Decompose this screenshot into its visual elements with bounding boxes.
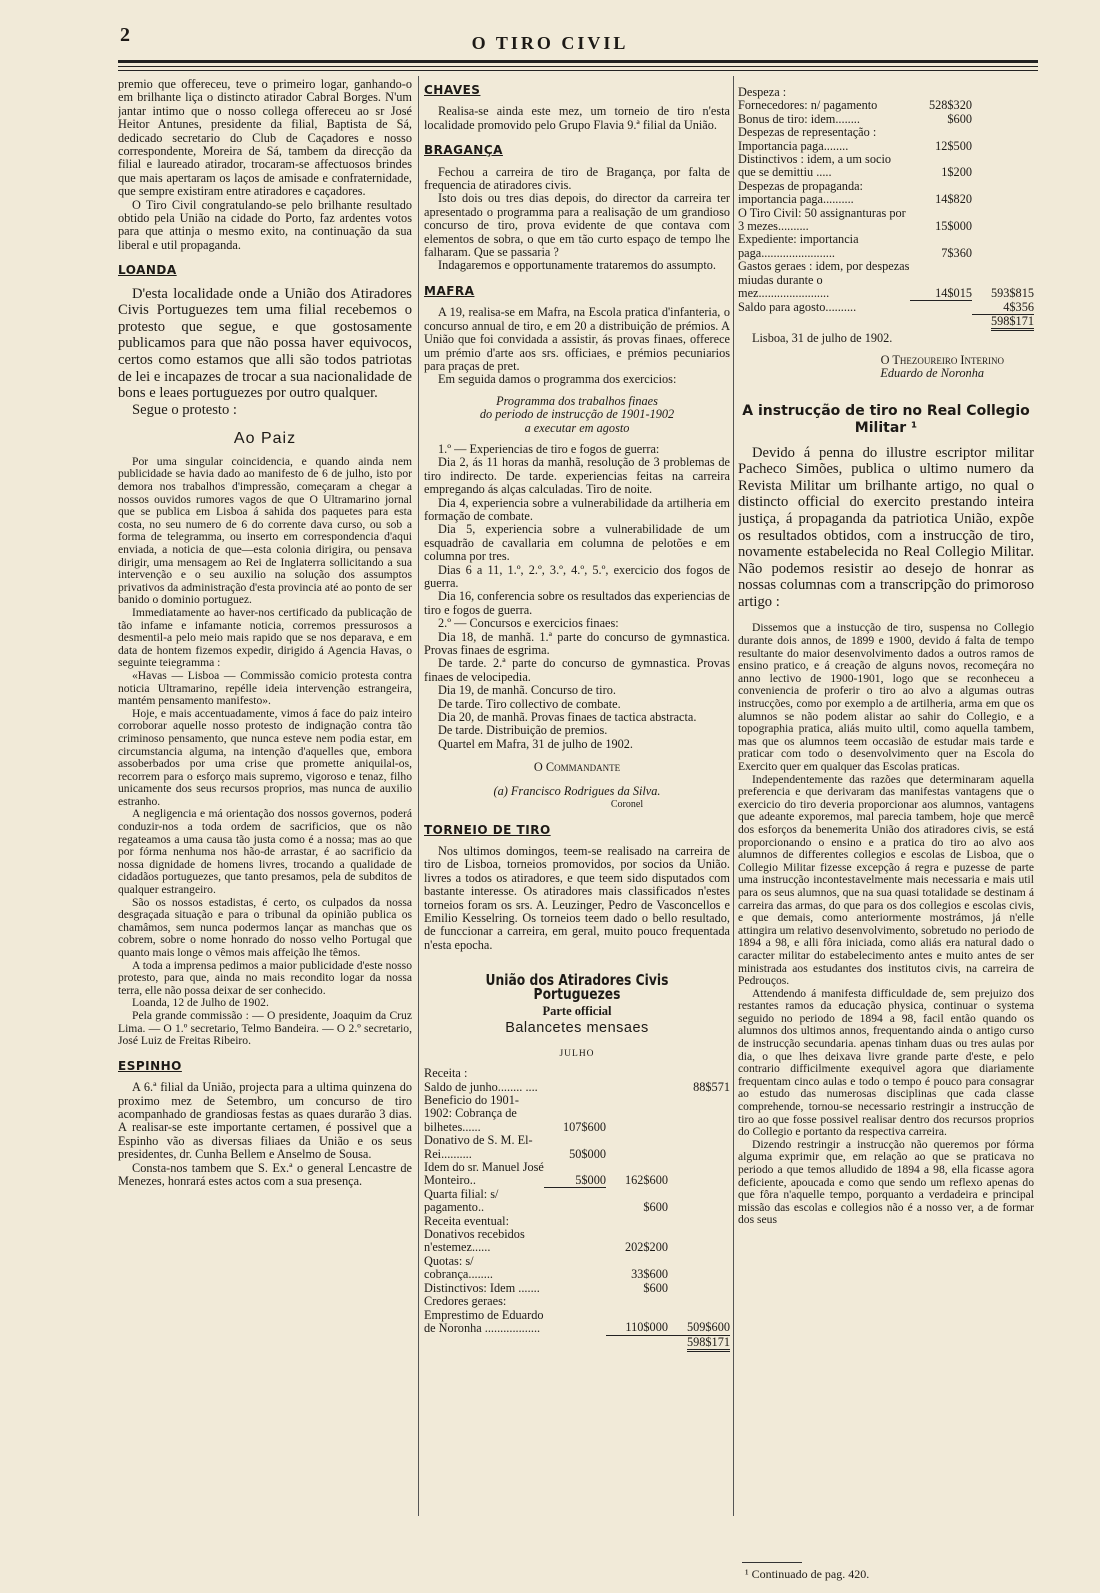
paragraph: Devido á penna do illustre escriptor militar Pacheco Simões, publica o ultimo numero da Revista Militar um brilhante artigo, no qual o distincto official do exercito prestando inteira justiça, á propaganda da patriotica União, expõe os resultados obtidos, com a instrucção de tiro, novamente estabelecida no Real Collegio Militar. Não podemos resistir ao desejo de honrar as nossas columnas com a transcripção do primoroso artigo : — [738, 444, 1034, 610]
programme-line: Dia 16, conferencia sobre os resultados das experiencias de tiro e fogos de guerra. — [424, 589, 730, 617]
programme-line: Dia 4, experiencia sobre a vulnerabilidade da artilheria em formação de combate. — [424, 495, 730, 523]
paragraph: Consta-nos tambem que S. Ex.ª o general Lencastre de Menezes, honrará estes actos com a sua presença. — [118, 1160, 412, 1188]
programme-line: Dias 6 a 11, 1.º, 2.º, 3.º, 4.º, 5.º, exercicio dos fogos de guerra. — [424, 562, 730, 590]
signature-title: O Commandante — [533, 760, 621, 775]
table-row — [424, 1335, 730, 1349]
month-label: JULHO — [559, 1048, 595, 1059]
paragraph: Hoje, e mais accentuadamente, vimos á face do paiz inteiro corroborar aquelle nosso protesto de indignação contra tão criminoso pensamento, que nunca esteve nem podia estar, em circumstancia alguma, na intenção d'aquelles que, embora assoberbados por uma crise que promette aniquilal-os, recorrem para o esforço mais supremo, vigoroso e tenaz, filho unicamente dos seus recursos proprios, mas nunca de auxilio estranho. — [118, 706, 412, 808]
programme-line: 2.º — Concursos e exercicios finaes: — [438, 616, 619, 631]
paragraph: premio que offereceu, teve o primeiro logar, ganhando-o em brilhante liça o distincto atirador Cabral Borges. N'um jantar intimo que o nosso collega offereceu ao sr José Heitor Antunes, presidente da filial, Baptista de Sá, dedicado secretario do Club de Caçadores e nosso correspondente, Moreira de Sá, tambem da direcção da filial e laureado atirador, trocaram-se affectuosos brindes que mais apertaram os laços de amisade e confraternidade, que sempre existiram entre atiradores e caçadores. — [118, 78, 412, 199]
paragraph: A toda a imprensa pedimos a maior publicidade d'este nosso protesto, para que, ainda no mais recondito logar da nossa terra, elle não possa deixar de ser conhecido. — [118, 958, 412, 997]
signature-rank: Coronel — [610, 799, 644, 811]
table-row: Gastos geraes : idem, por despezas miudas durante o mez....................... 14$015 593$815 — [738, 259, 1034, 301]
signature-title: O Thezoureiro Interino — [880, 352, 1004, 367]
paragraph: «Havas — Lisboa — Commissão comicio protesta contra noticia Ultramarino, repélle ideia intervenção estrangeira, mantém pensamento manifesto». — [118, 668, 412, 708]
table-row: Beneficio do 1901-1902: Cobrança de bilhetes...... 107$600 — [424, 1093, 606, 1134]
paragraph: Loanda, 12 de Julho de 1902. — [132, 996, 269, 1010]
programme-line: Quartel em Mafra, 31 de julho de 1902. — [438, 736, 633, 751]
section-heading-chaves: CHAVES — [424, 83, 481, 97]
paragraph: Immediatamente ao haver-nos certificado da publicação de tão infame e infamante noticia, corremos pressurosos a desmentil-a pelo meio mais rapido que se nos deparava, e em data de hontem fizemos expedir, dirigido á Agencia Havas, o seguinte teiegramma : — [118, 605, 412, 670]
masthead: O TIRO CIVIL — [471, 33, 629, 53]
section-heading-braganca: BRAGANÇA — [424, 143, 503, 158]
table-row: Distinctivos : idem, a um socio que se demittiu ..... 1$200 — [738, 152, 972, 180]
paragraph: O Tiro Civil congratulando-se pelo brilhante resultado obtido pela União na cidade do Porto, faz ardentes votos para que attinja o mesmo exito, na continuação da sua liberal e util propaganda. — [118, 197, 412, 252]
signature-name: (a) Francisco Rodrigues da Silva. — [493, 783, 661, 798]
total-amount: 598$171 — [991, 314, 1034, 331]
paragraph: A negligencia e má orientação dos nossos governos, poderá conduzir-nos a toda ordem de sacrificios, que os não regateamos a uma causa tão justa como é a nossa; mas ao que por fórma nenhuma nos hão-de arrastar, é ao sacrificio da nossa dignidade de homens livres, trocando a qualidade de cidadãos portuguezes, que tanto presamos, pela de subditos de qualquer estrangeiro. — [118, 807, 412, 897]
table-row: Donativo de S. M. El-Rei.......... 50$000 — [424, 1133, 606, 1161]
table-row: Despezas de propaganda: importancia paga.......... 14$820 — [738, 178, 972, 207]
balancetes-title: Balancetes mensaes — [505, 1020, 649, 1037]
programme-title: Programma dos trabalhos finaes — [496, 393, 658, 408]
table-row: Despeza : — [738, 85, 787, 99]
programme-line: Dia 5, experiencia sobre a vulnerabilidade de um esquadrão de cavallaria em columna de pelotões e em columna por tres. — [424, 522, 730, 564]
table-row: Saldo de junho........ .... 88$571 — [424, 1079, 730, 1094]
programme-line: Dia 2, ás 11 horas da manhã, resolução de 3 problemas de tiro indirecto. De tarde. experiencias feitas na carreira empregando ás alças calculadas. Tiro de noite. — [424, 455, 730, 497]
paragraph: Dissemos que a instucção de tiro, suspensa no Collegio durante dois annos, de 1899 e 1900, devido á falta de tempo resultante do maior desenvolvimento dados a outros ramos de ensino pratico, e á creação de alguns novos, recomeçára no anno lectivo de 1900-1901, logo que se reconheceu a conveniencia de proferir o tiro ao alvo a algumas outras instrucções, como por exemplo a de artilheria, arma em que os alumnos se não podem alistar ao sahir do Collegio, e a topographia pratica, aliás muito ultil, como aquella tambem, mas que os alumnos teem occasião de estudar mais tarde e praticar com todo o desenvolvimento quer na Escola do Exercito quer em qualquer das Escolas praticas. — [738, 621, 1034, 773]
paragraph: A 19, realisa-se em Mafra, na Escola pratica d'infanteria, o concurso annual de tiro, e em 20 a distribuição de prémios. A União que foi convidada a assistir, ás provas finaes, offerece um prémio d'arte aos srs. officiaes, e prémios pecuniarios para praças de pret. — [424, 305, 730, 373]
column-1 — [118, 78, 412, 1528]
paragraph: Isto dois ou tres dias depois, do director da carreira ter apresentado o programma para a realisação de um grandioso concurso de tiro, prova evidente de que contava com elementos de sobra, o que em tão curto espaço de tempo lhe falharam. Que se passaria ? — [424, 191, 730, 260]
section-heading-espinho: ESPINHO — [118, 1058, 182, 1073]
paragraph: Fechou a carreira de tiro de Bragança, por falta de frequencia de atiradores civis. — [424, 164, 730, 193]
section-heading-ao-paiz: Ao Paiz — [233, 430, 297, 448]
paragraph: São os nossos estadistas, é certo, os culpados da nossa desgraçada situação e para o tribunal da opinião publica os chamâmos, sem nunca podermos lançar as manchas que os cobrem, sobre o nome honrado do nosso velho Portugal que quanto mais longe o vêmos mais affeição lhe têmos. — [118, 895, 412, 959]
paragraph: Dizendo restringir a instrucção não queremos por fórma alguma exprimir que, em relação ao que se praticava no periodo a que temos alludido de 1894 a 98, ella ficasse agora deficiente, apoucada e como que sendo um reflexo apenas do que fôra n'aquelle tempo, porquanto a verdadeira e principal missão das escolas e collegios não é a nosso ver, a de formar dos seus — [738, 1137, 1034, 1227]
parte-oficial: Parte official — [542, 1003, 612, 1018]
total-amount: 598$171 — [687, 1335, 730, 1352]
paragraph: Nos ultimos domingos, teem-se realisado na carreira de tiro de Lisboa, torneios promovidos, por socios da União. livres a todos os atiradores, e que teem sido disputados com bastante interesse. Os atiradores mais classificados n'estes torneios foram os srs. A. Leuzinger, Pedro de Vasconcellos e Emilio Kesselring. Os torneios teem dado o bello resultado, de funccionar a carreira, em geral, muito pouco frequentada n'esta epocha. — [424, 843, 730, 952]
table-row: Receita eventual: Donativos recebidos n'estemez...... 202$200 — [424, 1213, 668, 1255]
paragraph: Por uma singular coincidencia, e quando ainda nem publicidade se havia dado ao manifesto de 6 de julho, isto por demora nos trabalhos d'impressão, começaram a chegar a nossos ouvidos rumores vagos de que O Ultramarino jornal que se publica em Lisboa á sahida dos paquetes para esta costa, no seu numero de 6 do corrente dava curso, ou sob a forma de telegramma, ou inserto em correspondencia d'aqui enviada, a noticia de que—esta colonia dirigira, ou pensava dirigir, uma mensagem ao Rei de Inglaterra sollicitando a sua intervenção e o seu auxilio na solução dos assumptos privativos da administração d'esta provincia até ao ponto de ser banido o dominio portuguez. — [118, 454, 412, 607]
despeza-table — [738, 86, 1034, 328]
table-row: Receita : — [424, 1066, 468, 1081]
paragraph: Indagaremos e opportunamente trataremos do assumpto. — [438, 258, 716, 273]
programme-title: do periodo de instrucção de 1901-1902 — [479, 407, 675, 422]
table-row: Expediente: importancia paga........................ 7$360 — [738, 232, 972, 260]
page-number: 2 — [120, 24, 130, 46]
programme-line: Dia 19, de manhã. Concurso de tiro. — [438, 683, 616, 698]
signature-name: Eduardo de Noronha — [880, 366, 984, 381]
table-row: Bonus de tiro: idem........ $600 — [738, 111, 972, 126]
table-row: Idem do sr. Manuel José Monteiro.. 5$000 162$600 — [424, 1160, 668, 1188]
table-row: Credores geraes: Emprestimo de Eduardo de Noronha .................. 110$000 509$600 — [424, 1294, 730, 1335]
table-row: Fornecedores: n/ pagamento 528$320 — [738, 98, 972, 113]
programme-line: 1.º — Experiencias de tiro e fogos de guerra: — [438, 441, 660, 456]
section-heading-torneio: TORNEIO DE TIRO — [424, 822, 551, 837]
programme-line: De tarde. Tiro collectivo de combate. — [438, 696, 621, 711]
column-divider — [418, 76, 419, 1516]
column-2 — [424, 78, 730, 1518]
programme-line: Dia 18, de manhã. 1.ª parte do concurso de gymnastica. Provas finaes de esgrima. — [424, 629, 730, 658]
table-row: Quarta filial: s/ pagamento.. $600 — [424, 1186, 668, 1215]
table-row — [738, 314, 1034, 328]
section-heading-mafra: MAFRA — [424, 283, 475, 298]
programme-line: De tarde. Distribuição de premios. — [438, 723, 608, 738]
table-row: Quotas: s/ cobrança........ 33$600 — [424, 1253, 668, 1282]
footnote: ¹ Continuado de pag. 420. — [745, 1567, 870, 1581]
paragraph: Realisa-se ainda este mez, um torneio de tiro n'esta localidade promovido pelo Grupo Flavia 9.ª filial da União. — [424, 104, 730, 132]
header-rule — [118, 66, 1038, 67]
paragraph: Independentemente das razões que determinaram aquella preferencia e que derivaram das manifestas vantagens que o exercicio do tiro deveria proporcionar aos alumnos, vantagens que adeante exporemos, mal parecia tambem, hoje que mercê dos esforços da benemerita União dos atiradores civis, se está proporcionando o ensino e a pratica do tiro ao alvo aos alumnos de differentes collegios e escolas de Lisboa, que o Collegio Militar fizesse excepção á regra e puzesse de parte uma instrucção incontestavelmente mais necessaria e mais util para os seus alumnos, que na sua quasi totalidade se destinam á carreira das armas, do que para os dos collegios e escolas civis, e que demais, como anteriormente mostrámos, já n'elle attingira um relativo desenvolvimento, sobretudo no periodo de 1894 a 98, e alli fôra iniciada, como aliás era natural dado o caracter militar do estabelecimento antes e muito antes de ser ministrada aos estudantes dos institutos civis, na carreira de Pedrouços. — [738, 772, 1034, 988]
programme-line: Dia 20, de manhã. Provas finaes de tactica abstracta. — [438, 710, 697, 725]
paragraph: Segue o protesto : — [132, 401, 237, 418]
programme-line: De tarde. 2.ª parte do concurso de gymnastica. Provas finaes de velocipedia. — [424, 656, 730, 684]
table-row: Saldo para agosto.......... 4$356 — [738, 299, 1034, 314]
paragraph: A 6.ª filial da União, projecta para a ultima quinzena do proximo mez de Setembro, um concurso de tiro acompanhado de grandiosas festas as quaes durarão 3 dias. A realisar-se este importante certamen, é possivel que a Espinho vão as diversas filiaes da União e os seus presidentes, dr. Cunha Bellem e Anselmo de Sousa. — [118, 1080, 412, 1162]
uniao-title: União dos Atiradores Civis Portuguezes — [485, 971, 669, 1003]
footnote-rule — [742, 1562, 802, 1563]
article-title-instruccao: A instrucção de tiro no Real Collegio Militar ¹ — [742, 402, 1030, 436]
header-rule — [118, 60, 1038, 63]
table-row: Despezas de representação : Importancia paga........ 12$500 — [738, 125, 972, 153]
section-heading-loanda: LOANDA — [118, 263, 177, 278]
column-3 — [738, 78, 1034, 1518]
receita-table — [424, 1067, 730, 1349]
paragraph: Em seguida damos o programma dos exercicios: — [438, 372, 677, 387]
table-row: Distinctivos: Idem ....... $600 — [424, 1280, 668, 1295]
paragraph: Pela grande commissão : — O presidente, Joaquim da Cruz Lima. — O 1.º secretario, Telmo Bandeira. — O 2.º secretario, José Luiz de Freitas Ribeiro. — [118, 1008, 412, 1048]
programme-title: a executar em agosto — [524, 420, 630, 435]
date-line: Lisboa, 31 de julho de 1902. — [752, 331, 893, 346]
table-row: O Tiro Civil: 50 assignanturas por 3 mezes.......... 15$000 — [738, 205, 972, 234]
paragraph: D'esta localidade onde a União dos Atiradores Civis Portuguezes tem uma filial recebemos o protesto que segue, e que gostosamente publicamos para que não possa haver equivocos, certos como estamos que alli são todos patriotas de lei e incapazes de trocar a sua nacionalidade de bons e leaes portuguezes por outro qualquer. — [118, 285, 412, 402]
header-rule — [118, 70, 1038, 71]
column-divider — [733, 76, 734, 1516]
paragraph: Attendendo á manifesta difficuldade de, sem prejuizo dos restantes ramos da educação physica, continuar o systema seguido no periodo de 1894 a 98, facil então quando os alumnos dos ultimos annos, frequentando ainda o antigo curso de instrucção secundaria. apenas tinham duas ou tres aulas por dia, o que lhes deixava livre grande parte d'este, e pelo contrario difficilmente exequivel agora que diariamente frequentam cinco aulas e todo o tempo é pouco para consagrar ao estudo das numerosas disciplinas que cada classe comprehende, tornou-se necessario restringir a instrucção de tiro ao que fosse possivel realisar dentro dos recursos proprios do Collegio e portanto da respectiva carreira. — [738, 986, 1034, 1139]
